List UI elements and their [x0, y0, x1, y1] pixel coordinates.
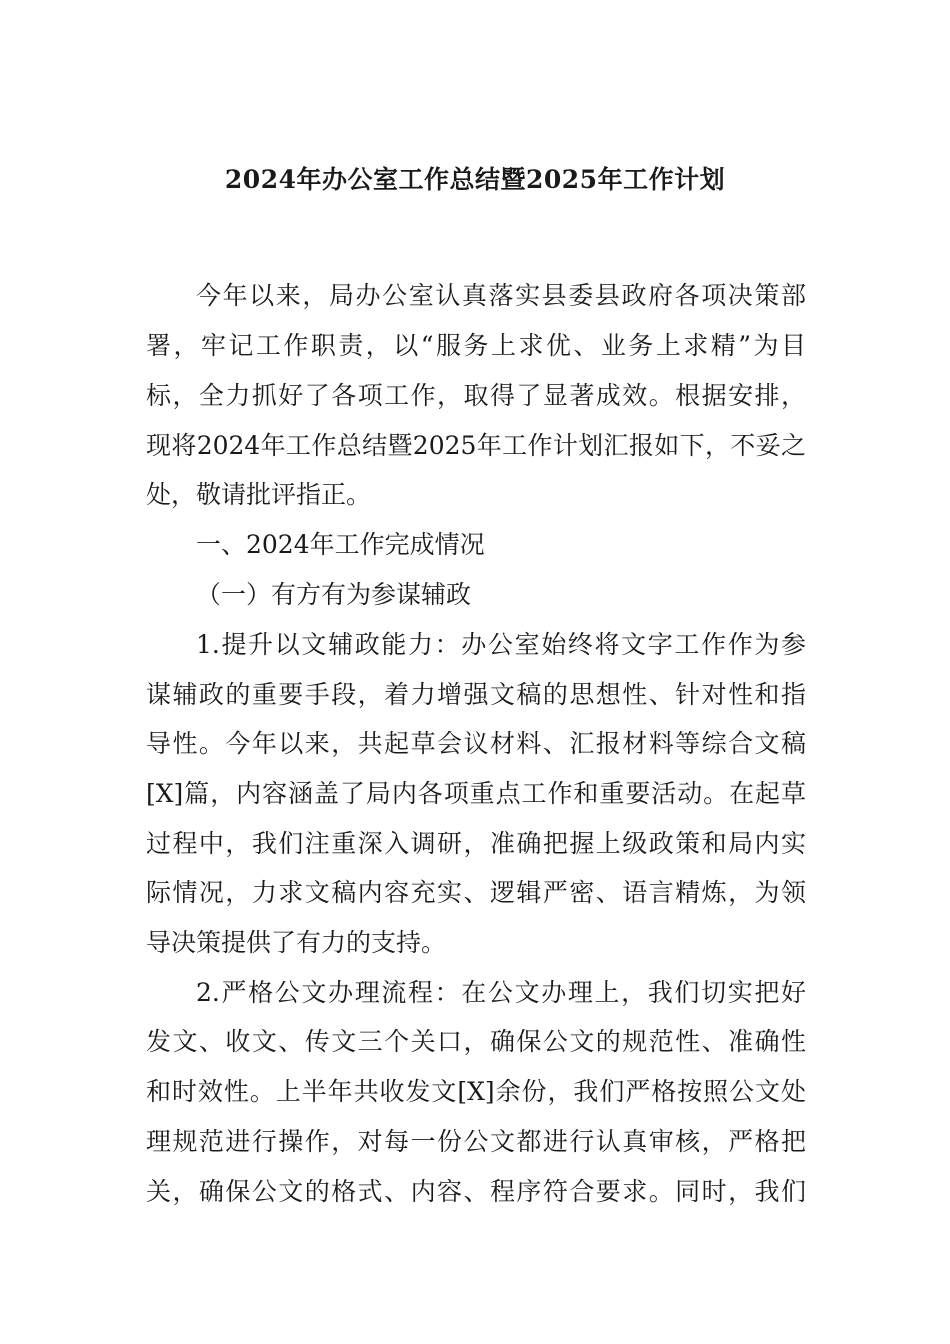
paragraph-line: 理规范进行操作，对每一份公文都进行认真审核，严格把 [146, 1127, 806, 1156]
paragraph-line: 谋辅政的重要手段，着力增强文稿的思想性、针对性和指 [146, 680, 806, 709]
document-title: 2024年办公室工作总结暨2025年工作计划 [224, 165, 726, 194]
paragraph-line: 现将2024年工作总结暨2025年工作计划汇报如下，不妥之 [146, 431, 806, 460]
paragraph-line: 关，确保公文的格式、内容、程序符合要求。同时，我们 [146, 1177, 806, 1206]
paragraph-line: 导决策提供了有力的支持。 [146, 928, 447, 957]
section-heading: 一、2024年工作完成情况 [196, 530, 485, 559]
paragraph-line: 际情况，力求文稿内容充实、逻辑严密、语言精炼，为领 [146, 878, 806, 907]
paragraph-line: 处，敬请批评指正。 [146, 480, 372, 509]
paragraph-line: 过程中，我们注重深入调研，准确把握上级政策和局内实 [146, 829, 806, 858]
paragraph-line: [X]篇，内容涵盖了局内各项重点工作和重要活动。在起草 [146, 779, 806, 808]
paragraph-line: 2.严格公文办理流程：在公文办理上，我们切实把好 [196, 978, 806, 1007]
paragraph-line: 1.提升以文辅政能力：办公室始终将文字工作作为参 [196, 630, 806, 659]
paragraph-line: 导性。今年以来，共起草会议材料、汇报材料等综合文稿 [146, 729, 806, 758]
paragraph-line: 今年以来，局办公室认真落实县委县政府各项决策部 [196, 281, 806, 310]
subsection-heading: （一）有方有为参谋辅政 [196, 580, 472, 609]
paragraph-line: 发文、收文、传文三个关口，确保公文的规范性、准确性 [146, 1027, 806, 1056]
paragraph-line: 标，全力抓好了各项工作，取得了显著成效。根据安排， [146, 381, 806, 410]
paragraph-line: 署，牢记工作职责，以“服务上求优、业务上求精”为目 [146, 331, 806, 360]
paragraph-line: 和时效性。上半年共收发文[X]余份，我们严格按照公文处 [146, 1077, 806, 1106]
